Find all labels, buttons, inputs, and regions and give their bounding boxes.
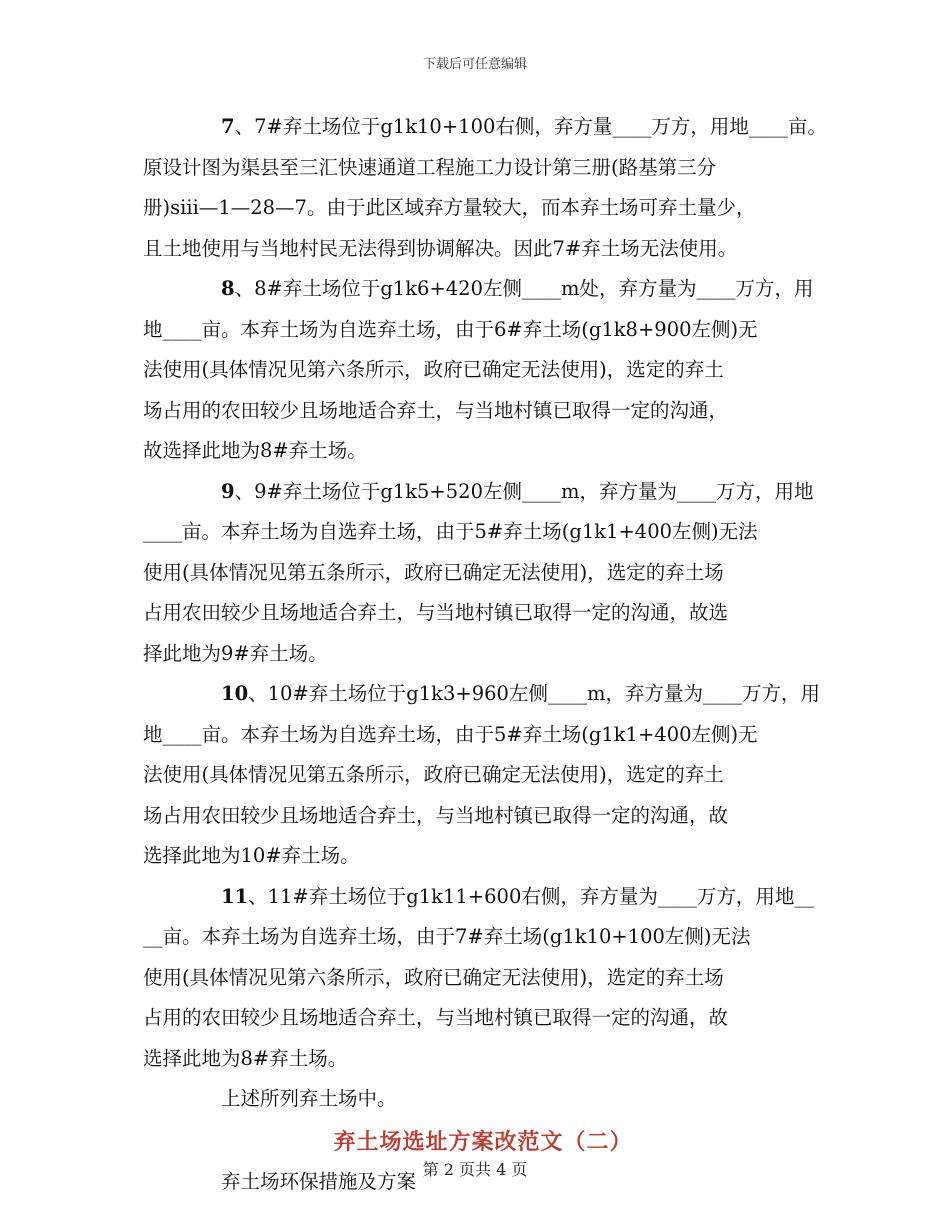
- paragraph-line: 册)siii—1—28—7。由于此区域弃方量较大，而本弃土场可弃土量少，: [143, 196, 756, 219]
- paragraph-line: 7、7#弃土场位于g1k10+100右侧，弃方量____万方，用地____亩。: [221, 115, 827, 138]
- item-number: 9: [221, 479, 235, 503]
- paragraph-line: __亩。本弃土场为自选弃土场，由于7#弃土场(g1k10+100左侧)无法: [143, 925, 751, 948]
- section-subtitle: 弃土场环保措施及方案: [221, 1169, 417, 1193]
- paragraph-line: 选择此地为10#弃土场。: [143, 844, 360, 867]
- paragraph-line: 法使用(具体情况见第六条所示，政府已确定无法使用)，选定的弃土: [143, 358, 724, 381]
- paragraph-line: 地____亩。本弃土场为自选弃土场，由于6#弃土场(g1k8+900左侧)无: [143, 317, 758, 341]
- paragraph-line: 且土地使用与当地村民无法得到协调解决。因此7#弃土场无法使用。: [143, 236, 738, 260]
- paragraph-10: [143, 674, 823, 877]
- paragraph-line: 使用(具体情况见第六条所示，政府已确定无法使用)，选定的弃土场: [143, 965, 724, 989]
- item-number: 11: [221, 884, 249, 908]
- paragraph-line: 10、10#弃土场位于g1k3+960左侧____m，弃方量为____万方，用: [221, 682, 820, 705]
- section-title: 弃土场选址方案改范文（二）: [333, 1128, 633, 1155]
- paragraph-line: 原设计图为渠县至三汇快速通道工程施工力设计第三册(路基第三分: [143, 155, 717, 179]
- paragraph-line: 场占用农田较少且场地适合弃土，与当地村镇已取得一定的沟通，故: [143, 803, 729, 827]
- closing-line: 上述所列弃土场中。: [221, 1087, 397, 1110]
- paragraph-8: [143, 269, 823, 472]
- paragraph-9: [143, 472, 823, 675]
- paragraph-line: 择此地为9#弃土场。: [143, 641, 328, 665]
- item-number: 10: [221, 682, 249, 705]
- paragraph-line: 11、11#弃土场位于g1k11+600右侧，弃方量为____万方，用地__: [221, 884, 814, 908]
- paragraph-line: 使用(具体情况见第五条所示，政府已确定无法使用)，选定的弃土场: [143, 560, 724, 584]
- paragraph-line: 占用农田较少且场地适合弃土，与当地村镇已取得一定的沟通，故选: [143, 601, 729, 624]
- paragraph-line: ____亩。本弃土场为自选弃土场，由于5#弃土场(g1k1+400左侧)无法: [143, 520, 758, 543]
- paragraph-line: 选择此地为8#弃土场。: [143, 1046, 348, 1070]
- paragraph-7: [143, 107, 827, 269]
- page-number: 第 2 页共 4 页: [422, 1160, 528, 1179]
- item-number: 7: [221, 115, 235, 138]
- paragraph-line: 场占用的农田较少且场地适合弃土，与当地村镇已取得一定的沟通，: [143, 398, 729, 422]
- paragraph-line: 占用的农田较少且场地适合弃土，与当地村镇已取得一定的沟通，故: [143, 1006, 729, 1029]
- item-number: 8: [221, 277, 235, 300]
- paragraph-line: 法使用(具体情况见第五条所示，政府已确定无法使用)，选定的弃土: [143, 763, 724, 786]
- paragraph-line: 地____亩。本弃土场为自选弃土场，由于5#弃土场(g1k1+400左侧)无: [143, 722, 758, 746]
- paragraph-line: 故选择此地为8#弃土场。: [143, 439, 367, 462]
- document-body: [143, 107, 827, 1202]
- paragraph-line: 8、8#弃土场位于g1k6+420左侧____m处，弃方量为____万方，用: [221, 277, 814, 300]
- header-note: 下载后可任意编辑: [422, 57, 527, 72]
- paragraph-line: 9、9#弃土场位于g1k5+520左侧____m，弃方量为____万方，用地: [221, 479, 814, 503]
- paragraph-11: [143, 877, 823, 1080]
